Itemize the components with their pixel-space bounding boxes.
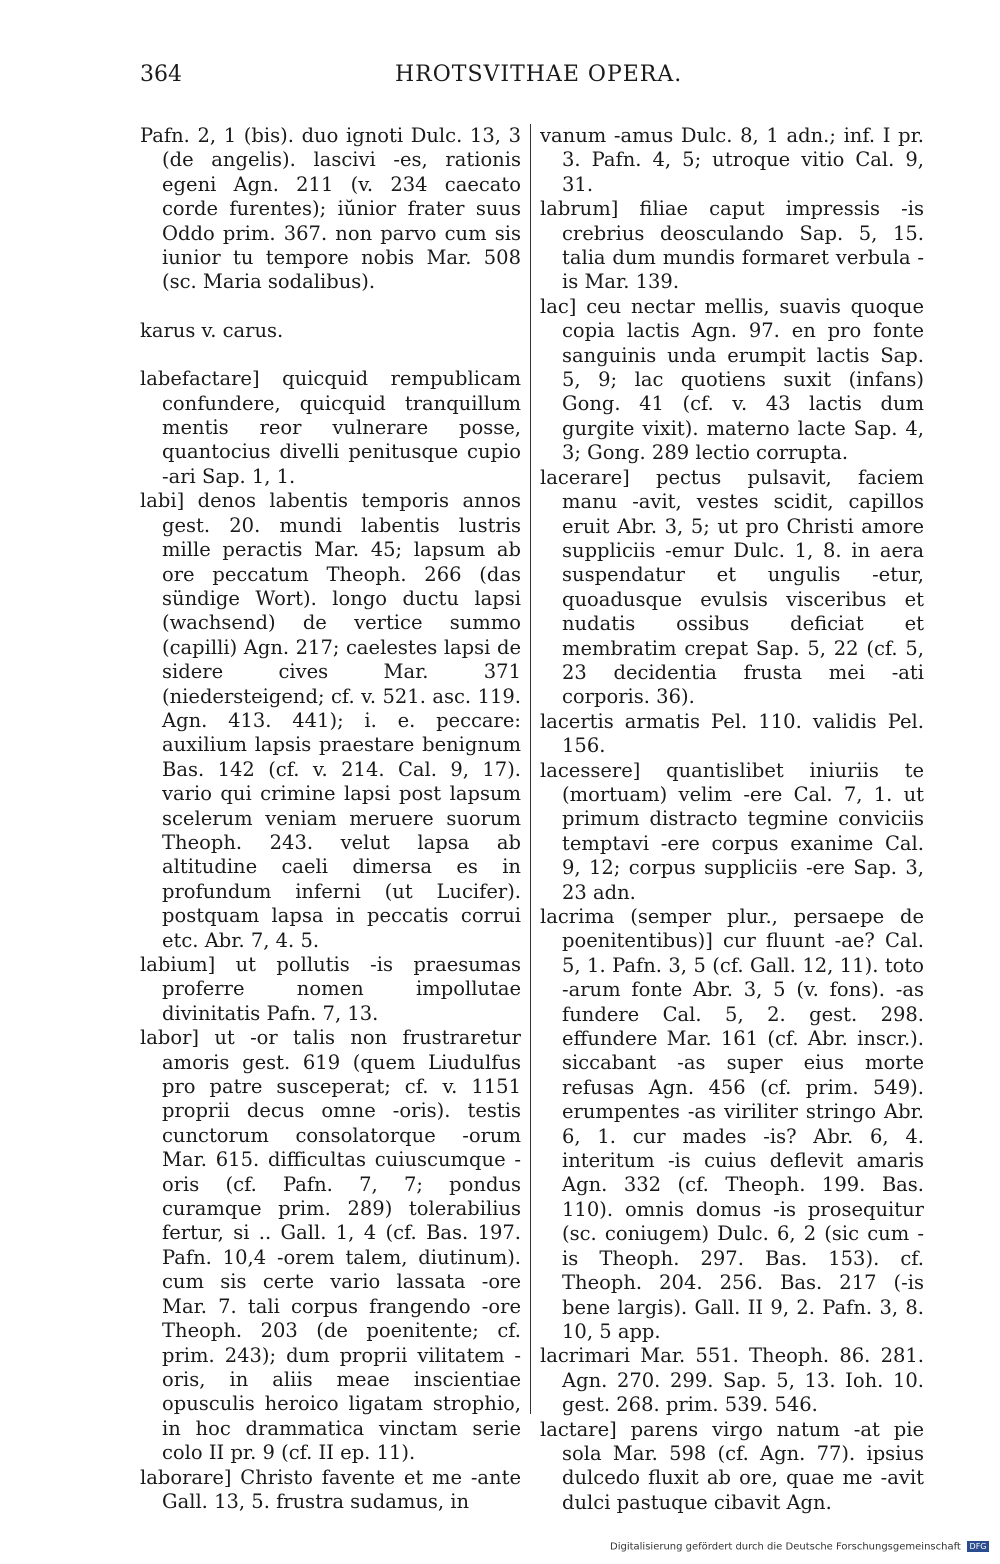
dictionary-entry: lacrima (semper plur., persaepe de poenitentibus)] cur fluunt -ae? Cal. 5, 1. Pafn. 3, 5 (cf. Gall. 12, 11). toto -arum fonte Abr. 3, 5 (v. fons). -as fundere Cal. 5, 2. gest. 298. effundere Mar. 161 (cf. Abr. inscr.). siccabant -as super eius morte refusas Agn. 456 (cf. prim. 549). erumpentes -as viriliter stringo Abr. 6, 1. cur mades -is? Abr. 6, 4. interitum -is cuius deflevit amaris Agn. 332 (cf. Theoph. 199. Bas. 110). omnis domus -is prosequitur (sc. coniugem) Dulc. 6, 2 (sic cum -is Theoph. 297. Bas. 153). cf. Theoph. 204. 256. Bas. 217 (-is bene largis). Gall. II 9, 2. Pafn. 3, 8. 10, 5 app. — [540, 905, 924, 1343]
dictionary-entry: labium] ut pollutis -is praesumas proferre nomen impollutae divinitatis Pafn. 7, 13. — [140, 953, 521, 1025]
right-column — [540, 124, 924, 1515]
dictionary-entry: lacerare] pectus pulsavit, faciem manu -avit, vestes scidit, capillos eruit Abr. 3, 5; ut pro Christi amore suppliciis -emur Dulc. 1, 8. in aera suspendatur et ungulis -etur, quoadusque evulsis visceribus et nudatis ossibus deficiat et membratim crepat Sap. 5, 22 (cf. 5, 23 decidentia frusta mei -ati corporis. 36). — [540, 465, 924, 709]
dictionary-entry: lac] ceu nectar mellis, suavis quoque copia lactis Agn. 97. en pro fonte sanguinis unda erumpit lactis Sap. 5, 9; lac quotiens suxit (infans) Gong. 41 (cf. v. 43 lactis dum gurgite vixit). materno lacte Sap. 4, 3; Gong. 289 lectio corrupta. — [540, 294, 924, 465]
dictionary-entry: labrum] filiae caput impressis -is crebrius deosculando Sap. 5, 15. talia dum mundis formaret verbula -is Mar. 139. — [540, 197, 924, 294]
dictionary-entry: labefactare] quicquid rempublicam confundere, quicquid tranquillum mentis reor vulnerare posse, quantocius divelli penitusque cupio -ari Sap. 1, 1. — [140, 367, 521, 488]
dictionary-entry: labi] denos labentis temporis annos gest. 20. mundi labentis lustris mille peractis Mar. 45; lapsum ab ore peccatum Theoph. 266 (das sündige Wort). longo ductu lapsi (wachsend) de vertice summo (capilli) Agn. 217; caelestes lapsi de sidere cives Mar. 371 (niedersteigend; cf. v. 521. asc. 119. Agn. 413. 441); i. e. peccare: auxilium lapsis praestare benignum Bas. 142 (cf. v. 214. Cal. 9, 17). vario qui crimine lapsi post lapsum scelerum veniam meruere suorum Theoph. 243. velut lapsa ab altitudine caeli dimersa es in profundum inferni (ut Lucifer). postquam lapsa in peccatis corrui etc. Abr. 7, 4. 5. — [140, 489, 521, 952]
dictionary-entry: karus v. carus. — [140, 318, 284, 342]
dictionary-entry: laborare] Christo favente et me -ante Gall. 13, 5. frustra sudamus, in — [140, 1465, 521, 1513]
digitization-credit — [610, 1541, 989, 1555]
dictionary-entry: Pafn. 2, 1 (bis). duo ignoti Dulc. 13, 3 (de angelis). lascivi -es, rationis egeni Agn. 211 (v. 234 caecato corde furentes); iŭnior frater suus Oddo prim. 367. non parvo cum sis iunior tu tempore nobis Mar. 508 (sc. Maria sodalibus). — [140, 124, 521, 294]
dictionary-entry: lacessere] quantislibet iniuriis te (mortuam) velim -ere Cal. 7, 1. ut primum distracto tegmine conviciis temptavi -ere corpus exanime Cal. 9, 12; corpus suppliciis -ere Sap. 3, 23 adn. — [540, 758, 924, 904]
dictionary-entry: labor] ut -or talis non frustraretur amoris gest. 619 (quem Liudulfus pro patre susceperat; cf. v. 1151 proprii decus omne -oris). testis cunctorum consolatorque -orum Mar. 615. difficultas cuiuscumque -oris (cf. Pafn. 7, 7; pondus curamque prim. 289) tolerabilius fertur, si .. Gall. 1, 4 (cf. Bas. 197. Pafn. 10,4 -orem talem, diutinum). cum sis certe vario lassata -ore Mar. 7. tali corpus frangendo -ore Theoph. 203 (de poenitente; cf. prim. 243); dum proprii vilitatem -oris, in aliis meae inscientiae opusculis heroico ligatam strophio, in hoc drammatica vinctam serie colo II pr. 9 (cf. II ep. 11). — [140, 1026, 521, 1465]
dictionary-entry: vanum -amus Dulc. 8, 1 adn.; inf. I pr. 3. Pafn. 4, 5; utroque vitio Cal. 9, 31. — [540, 124, 924, 196]
credit-text: Digitalisierung gefördert durch die Deutsche Forschungsgemeinschaft — [610, 1541, 961, 1553]
dictionary-entry: lactare] parens virgo natum -at pie sola Mar. 598 (cf. Agn. 77). ipsius dulcedo fluxit ab ore, quae me -avit dulci pastuque cibavit Agn. — [540, 1417, 924, 1514]
dfg-logo: DFG — [967, 1541, 989, 1552]
page-header — [140, 62, 870, 96]
dictionary-entry: lacrimari Mar. 551. Theoph. 86. 281. Agn. 270. 299. Sap. 5, 13. Ioh. 10. gest. 268. prim. 539. 546. — [540, 1344, 924, 1417]
left-column — [140, 124, 521, 1514]
page-number: 364 — [140, 62, 182, 87]
column-divider — [530, 124, 531, 1414]
running-title: HROTSVITHAE OPERA. — [395, 62, 683, 87]
dictionary-entry: lacertis armatis Pel. 110. validis Pel. 156. — [540, 709, 924, 758]
